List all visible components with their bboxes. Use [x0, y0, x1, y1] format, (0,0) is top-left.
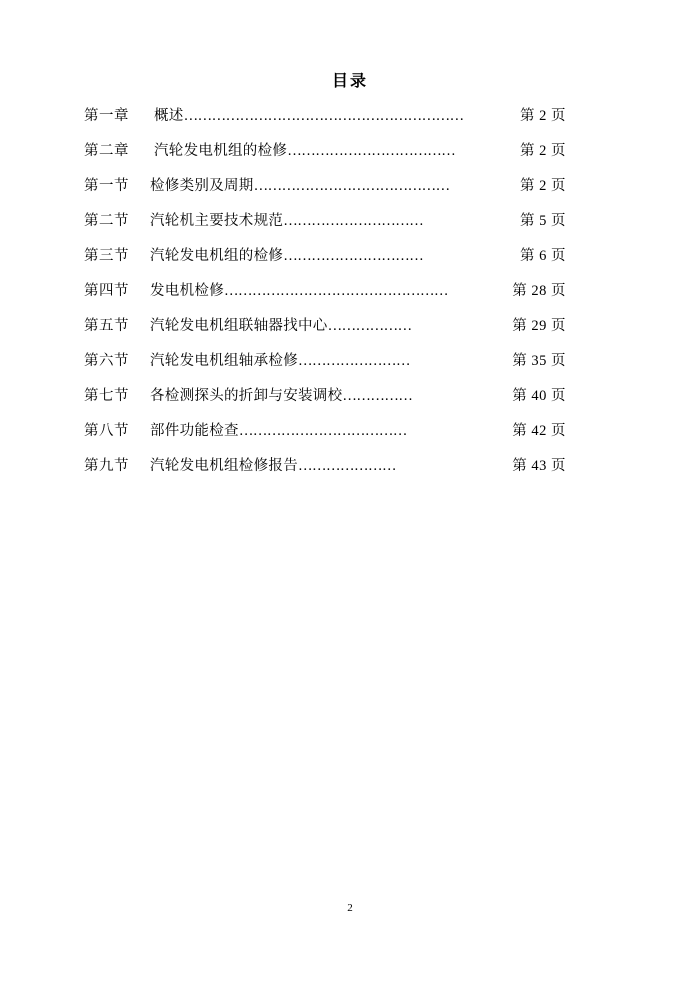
toc-entry-label: 第九节	[84, 458, 129, 474]
toc-entry-page: 第 40 页	[512, 388, 566, 404]
toc-entry[interactable]	[84, 384, 566, 419]
toc-entry-page: 第 6 页	[520, 248, 566, 264]
toc-entry-leader: ……………………	[298, 353, 410, 369]
toc-entry-leader: …………………………	[283, 248, 424, 264]
toc-entry-label: 第三节	[84, 248, 129, 264]
toc-entry[interactable]	[84, 104, 566, 139]
page-title: 目录	[331, 73, 368, 90]
toc-entry-text: 汽轮发电机组检修报告	[150, 458, 298, 474]
toc-entry-leader: ……………………………………………………	[183, 108, 464, 124]
toc-entry-page: 第 2 页	[520, 108, 566, 124]
toc-entry-page: 第 29 页	[512, 318, 566, 334]
toc-entry[interactable]	[84, 314, 566, 349]
toc-entry-text: 汽轮发电机组的检修	[154, 143, 288, 159]
toc-entry-label: 第六节	[84, 353, 129, 369]
toc-entry-leader: ……………………………………	[253, 178, 450, 194]
toc-entry-leader: ……………	[342, 388, 413, 404]
page-number: 2	[347, 902, 353, 914]
toc-entry[interactable]	[84, 279, 566, 314]
toc-entry-text: 汽轮机主要技术规范	[150, 213, 284, 229]
toc-entry[interactable]	[84, 454, 566, 489]
toc-entry-label: 第一节	[84, 178, 129, 194]
toc-entry-text: 发电机检修	[150, 283, 224, 299]
toc-entry-text: 汽轮发电机组轴承检修	[150, 353, 298, 369]
toc-entry-label: 第七节	[84, 388, 129, 404]
toc-entry-label: 第一章	[84, 108, 129, 124]
toc-entry[interactable]	[84, 174, 566, 209]
toc-entry-text: 概述	[154, 108, 184, 124]
toc-entry-text: 各检测探头的折卸与安装调校	[150, 388, 343, 404]
toc-entry-text: 汽轮发电机组联轴器找中心	[150, 318, 328, 334]
toc-entry-leader: ………………	[327, 318, 412, 334]
toc-entry-leader: ………………………………	[238, 423, 407, 439]
toc-entry-page: 第 2 页	[520, 178, 566, 194]
toc-entry-text: 汽轮发电机组的检修	[150, 248, 284, 264]
toc-entry[interactable]	[84, 139, 566, 174]
toc-entry-page: 第 35 页	[512, 353, 566, 369]
toc-entry-page: 第 28 页	[512, 283, 566, 299]
toc-entry-leader: …………………………………………	[224, 283, 448, 299]
toc-entry[interactable]	[84, 349, 566, 384]
toc-entry-leader: …………………	[298, 458, 396, 474]
toc-entry-page: 第 5 页	[520, 213, 566, 229]
toc-entry[interactable]	[84, 209, 566, 244]
toc-entry-label: 第二节	[84, 213, 129, 229]
toc-entry-text: 检修类别及周期	[150, 178, 254, 194]
toc-entry-leader: ………………………………	[287, 143, 456, 159]
toc-entry-label: 第八节	[84, 423, 129, 439]
toc-entry-leader: …………………………	[283, 213, 424, 229]
table-of-contents	[84, 104, 566, 489]
toc-entry-text: 部件功能检查	[150, 423, 239, 439]
toc-entry-page: 第 42 页	[512, 423, 566, 439]
toc-entry[interactable]	[84, 419, 566, 454]
toc-entry-label: 第四节	[84, 283, 129, 299]
toc-entry-label: 第二章	[84, 143, 129, 159]
toc-entry-label: 第五节	[84, 318, 129, 334]
toc-entry-page: 第 2 页	[520, 143, 566, 159]
toc-entry-page: 第 43 页	[512, 458, 566, 474]
toc-entry[interactable]	[84, 244, 566, 279]
